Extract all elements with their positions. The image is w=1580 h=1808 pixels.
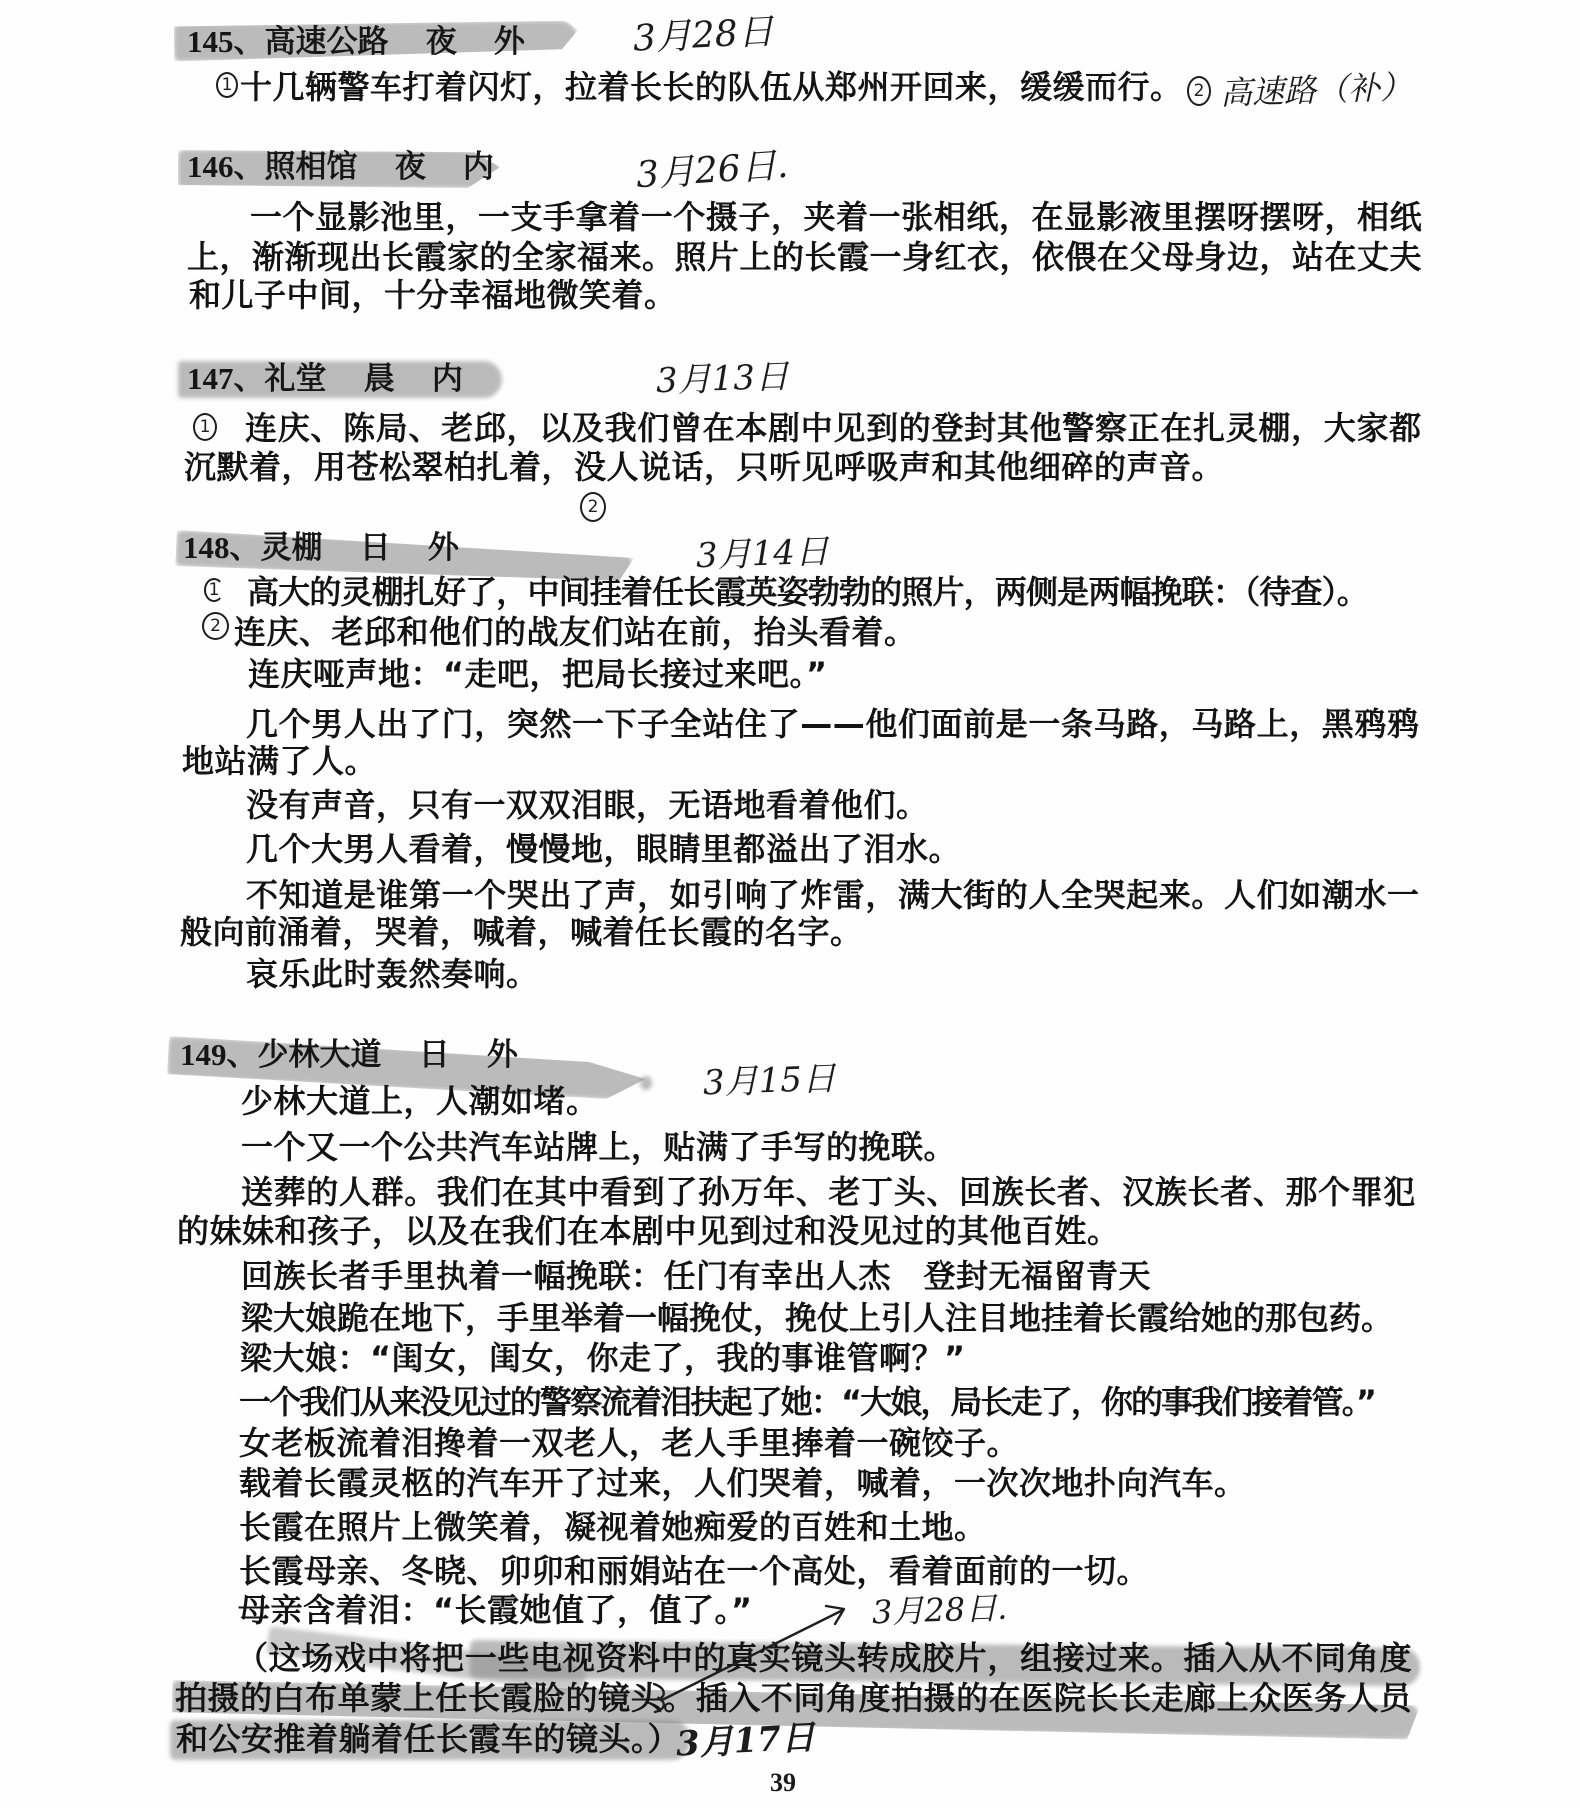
script-line: 女老板流着泪搀着一双老人，老人手里捧着一碗饺子。 xyxy=(239,1424,1020,1462)
scene-number: 145、 xyxy=(187,24,265,59)
script-line: 连庆、陈局、老邱，以及我们曾在本剧中见到的登封其他警察正在扎灵棚，大家都 xyxy=(245,409,1422,447)
script-line: 几个男人出了门，突然一下子全站住了——他们面前是一条马路，马路上，黑鸦鸦 xyxy=(246,705,1420,743)
scene-number: 146、 xyxy=(187,149,265,184)
scene-location: 少林大道 xyxy=(257,1037,382,1073)
script-line: 拍摄的白布单蒙上任长霞脸的镜头。插入不同角度拍摄的在医院长长走廊上众医务人员 xyxy=(175,1679,1412,1717)
scene-time: 日 xyxy=(418,1037,450,1073)
script-line: 一个显影池里，一支手拿着一个摄子，夹着一张相纸，在显影液里摆呀摆呀，相纸 xyxy=(250,198,1423,236)
scene-heading xyxy=(180,1035,518,1075)
scene-time: 日 xyxy=(359,530,391,566)
script-line: 哀乐此时轰然奏响。 xyxy=(246,955,539,993)
scene-time: 晨 xyxy=(363,361,395,397)
scene-setting: 外 xyxy=(486,1037,518,1073)
handwritten-note: 高速路（补） xyxy=(1219,67,1413,113)
script-line: （这场戏中将把一些电视资料中的真实镜头转成胶片，组接过来。插入从不同角度 xyxy=(236,1639,1413,1677)
script-line: 高大的灵棚扎好了，中间挂着任长霞英姿勃勃的照片，两侧是两幅挽联：（待查）。 xyxy=(247,573,1368,611)
scene-time: 夜 xyxy=(425,24,457,60)
circled-shot-number: 2 xyxy=(202,612,229,640)
script-line: 回族长者手里执着一幅挽联：任门有幸出人杰 登封无福留青天 xyxy=(241,1257,1152,1295)
script-line: 一个我们从来没见过的警察流着泪扶起了她：“大娘，局长走了，你的事我们接着管。” xyxy=(239,1383,1375,1421)
scene-number: 147、 xyxy=(187,361,265,396)
scene-location: 照相馆 xyxy=(264,149,358,185)
scene-number: 149、 xyxy=(180,1037,258,1072)
script-line: 上，渐渐现出长霞家的全家福来。照片上的长霞一身红衣，依偎在父母身边，站在丈夫 xyxy=(187,238,1423,276)
scene-setting: 内 xyxy=(462,149,494,185)
scene-location: 高速公路 xyxy=(264,24,389,60)
script-line: 长霞在照片上微笑着，凝视着她痴爱的百姓和土地。 xyxy=(239,1508,987,1546)
handwritten-date: 3月15日 xyxy=(702,1058,837,1104)
script-line: 少林大道上，人潮如堵。 xyxy=(241,1082,599,1120)
circled-note-number: 2 xyxy=(1187,76,1211,106)
circled-shot-number: 1 xyxy=(193,413,217,441)
script-line: 的妹妹和孩子，以及在我们在本剧中见到过和没见过的其他百姓。 xyxy=(177,1212,1120,1250)
scene-setting: 外 xyxy=(427,530,459,566)
script-line: 长霞母亲、冬晓、卯卯和丽娟站在一个高处，看着面前的一切。 xyxy=(239,1552,1150,1590)
scene-location: 礼堂 xyxy=(264,361,327,397)
circled-shot-number: 2 xyxy=(580,492,606,522)
handwritten-date: 3月13日 xyxy=(655,356,790,402)
handwritten-date: 3月28日. xyxy=(871,1588,1008,1632)
script-line: 连庆哑声地：“走吧，把局长接过来吧。” xyxy=(248,655,828,693)
scene-number: 148、 xyxy=(183,530,261,565)
script-line: 不知道是谁第一个哭出了声，如引响了炸雷，满大街的人全哭起来。人们如潮水一 xyxy=(246,876,1420,914)
scene-setting: 内 xyxy=(431,361,463,397)
script-line: 梁大娘：“闺女，闺女，你走了，我的事谁管啊？” xyxy=(240,1339,966,1377)
script-line: 梁大娘跪在地下，手里举着一幅挽仗，挽仗上引人注目地挂着长霞给她的那包药。 xyxy=(241,1299,1394,1337)
scene-location: 灵棚 xyxy=(260,530,323,566)
scene-heading xyxy=(187,359,463,399)
script-line: 一个又一个公共汽车站牌上，贴满了手写的挽联。 xyxy=(241,1128,957,1166)
script-line: 般向前涌着，哭着，喊着，喊着任长霞的名字。 xyxy=(180,913,863,951)
handwritten-date: 3月26日. xyxy=(634,144,790,197)
script-line: 十几辆警车打着闪灯，拉着长长的队伍从郑州开回来，缓缓而行。 xyxy=(240,68,1183,106)
script-line: 几个大男人看着，慢慢地，眼睛里都溢出了泪水。 xyxy=(246,830,962,868)
script-line: 没有声音，只有一双双泪眼，无语地看着他们。 xyxy=(246,786,929,824)
script-line: 连庆、老邱和他们的战友们站在前，抬头看着。 xyxy=(234,613,917,651)
script-line: 和儿子中间，十分幸福地微笑着。 xyxy=(189,276,677,314)
script-line: 沉默着，用苍松翠柏扎着，没人说话，只听见呼吸声和其他细碎的声音。 xyxy=(184,448,1225,486)
script-line: 地站满了人。 xyxy=(182,742,378,780)
scene-setting: 外 xyxy=(493,24,525,60)
highlighter-mark xyxy=(640,1076,652,1090)
handwritten-date: 3月28日 xyxy=(631,11,775,60)
handwritten-date: 3月14日 xyxy=(695,531,830,577)
script-line: 载着长霞灵柩的汽车开了过来，人们哭着，喊着，一次次地扑向汽车。 xyxy=(239,1464,1247,1502)
scene-time: 夜 xyxy=(394,149,426,185)
script-line: 母亲含着泪：“长霞她值了，值了。” xyxy=(238,1591,753,1629)
handwritten-date: 3月17日 xyxy=(675,1717,816,1765)
page-number: 39 xyxy=(770,1768,796,1797)
scene-heading xyxy=(187,147,494,187)
circled-shot-number: 1 xyxy=(204,578,224,602)
script-line: 和公安推着躺着任长霞车的镜头。） xyxy=(176,1720,681,1758)
circled-shot-number: 1 xyxy=(216,72,238,98)
scene-heading xyxy=(183,528,459,568)
scene-heading xyxy=(187,22,525,62)
script-line: 送葬的人群。我们在其中看到了孙万年、老丁头、回族长者、汉族长者、那个罪犯 xyxy=(241,1173,1417,1211)
